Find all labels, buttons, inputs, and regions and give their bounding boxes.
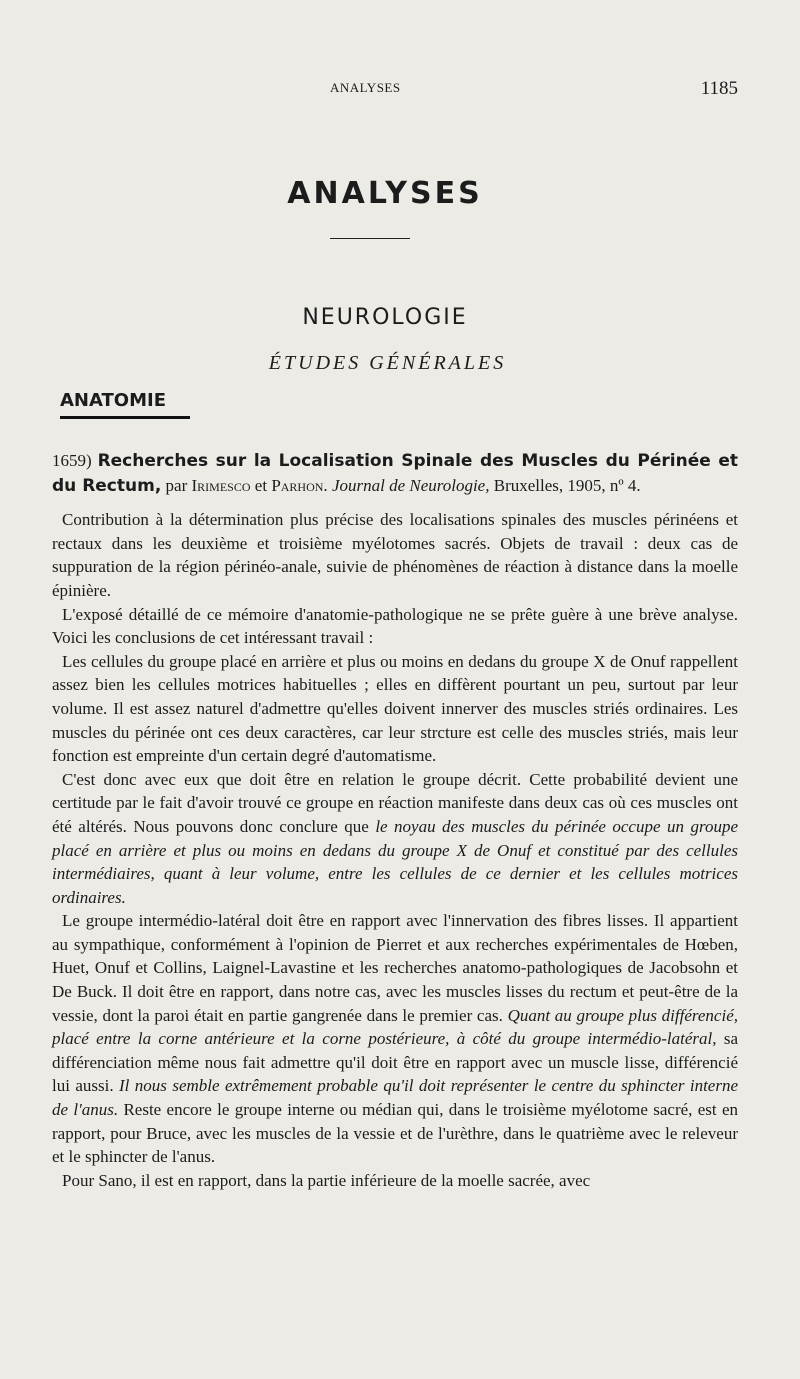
running-title: ANALYSES [330, 80, 401, 95]
paragraph-3: Les cellules du groupe placé en arrière et plus ou moins en dedans du groupe X de Onuf rappellent assez bien les cellules motrices habituelles ; elles en diffèrent pourtant un peu, surtout par leur volume. Il est assez naturel d'admettre qu'elles doivent innerver des muscles striés ordinaires. Les muscles du périnée ont ces deux caractères, car leur strcture est celle des muscles striés, mais leur fonction est empreinte d'un certain degré d'automatisme. [52, 651, 738, 766]
main-title: ANALYSES [287, 176, 483, 211]
paragraph-5-text: Le groupe intermédio-latéral doit être en rapport avec l'innervation des fibres lisses. Il appartient au sympathique, conformément à l'opinion de Pierret et aux recherches expérimentales de Hœben, Huet, Onuf et Collins, Laignel-Lavastine et les recherches anatomo-pathologiques de Jacobsohn et De Buck. Il doit être en rapport, dans notre cas, avec les muscles lisses du rectum et peut-être de la vessie, dont la paroi était en partie gangrenée dans le premier cas. [52, 911, 738, 1025]
paragraph-5-text-3: Reste encore le groupe interne ou médian qui, dans le troisième myélotome sacré, est en rapport, pour Bruce, avec les muscles de la vessie et de l'urèthre, dans le quatrième avec le releveur et le sphincter de l'anus. [52, 1100, 739, 1167]
article-place-date: Bruxelles, 1905, nº 4. [493, 475, 641, 495]
subsection-title: ÉTUDES GÉNÉRALES [268, 352, 507, 374]
article-heading [52, 449, 738, 498]
paragraph-5-italic-2: Il nous semble extrêmement probable qu'il doit représenter le centre du sphincter interne de l'anus. [52, 1076, 738, 1120]
category-heading: ANATOMIE [60, 390, 167, 411]
article-by: par [165, 475, 188, 495]
category-underline [60, 416, 190, 419]
page-number: 1185 [700, 78, 738, 99]
paragraph-1: Contribution à la détermination plus précise des localisations spinales des muscles périnéens et rectaux dans les deuxième et troisième myélotomes sacrés. Objets de travail : deux cas de suppuration de la région périnéo-anale, suivie de phénomènes de réaction à distance dans la moelle épinière. [52, 510, 738, 600]
running-head [0, 80, 800, 100]
article-number: 1659) [52, 451, 92, 470]
article-title: Recherches sur la Localisation Spinale des Muscles du Périnée et du Rectum, [52, 451, 738, 496]
paragraph-5-text-2: sa différenciation même nous fait admettre qu'il doit être en rapport avec un muscle lisse, différencié lui aussi. [52, 1029, 739, 1096]
paragraph-4-conclusion: le noyau des muscles du périnée occupe un groupe placé en arrière et plus ou moins en dedans du groupe X de Onuf et constitué par des cellules intermédiaires, quant à leur volume, entre les cellules de ce dernier et les cellules motrices ordinaires. [52, 816, 738, 907]
article-journal: Journal de Neurologie, [331, 475, 490, 495]
paragraph-2: L'exposé détaillé de ce mémoire d'anatomie-pathologique ne se prête guère à une brève analyse. Voici les conclusions de cet intéressant travail : [52, 604, 738, 648]
paragraph-5-italic-1: Quant au groupe plus différencié, placé entre la corne antérieure et la corne postérieure, à côté du groupe intermédio-latéral, [52, 1005, 738, 1049]
article-and: et [254, 475, 268, 495]
paragraph-6: Pour Sano, il est en rapport, dans la partie inférieure de la moelle sacrée, avec [62, 1170, 591, 1190]
section-title: NEUROLOGIE [302, 305, 468, 330]
article-author-2: Parhon. [271, 475, 328, 495]
paragraph-5 [52, 909, 738, 1169]
paragraph-4 [52, 768, 738, 910]
article-author-1: Irimesco [191, 475, 251, 495]
paragraph-4-text: C'est donc avec eux que doit être en relation le groupe décrit. Cette probabilité devient une certitude par le fait d'avoir trouvé ce groupe en réaction manifeste dans deux cas où ces muscles ont été altérés. Nous pouvons donc conclure que [52, 769, 738, 836]
title-divider [330, 238, 410, 239]
article [52, 449, 738, 1192]
